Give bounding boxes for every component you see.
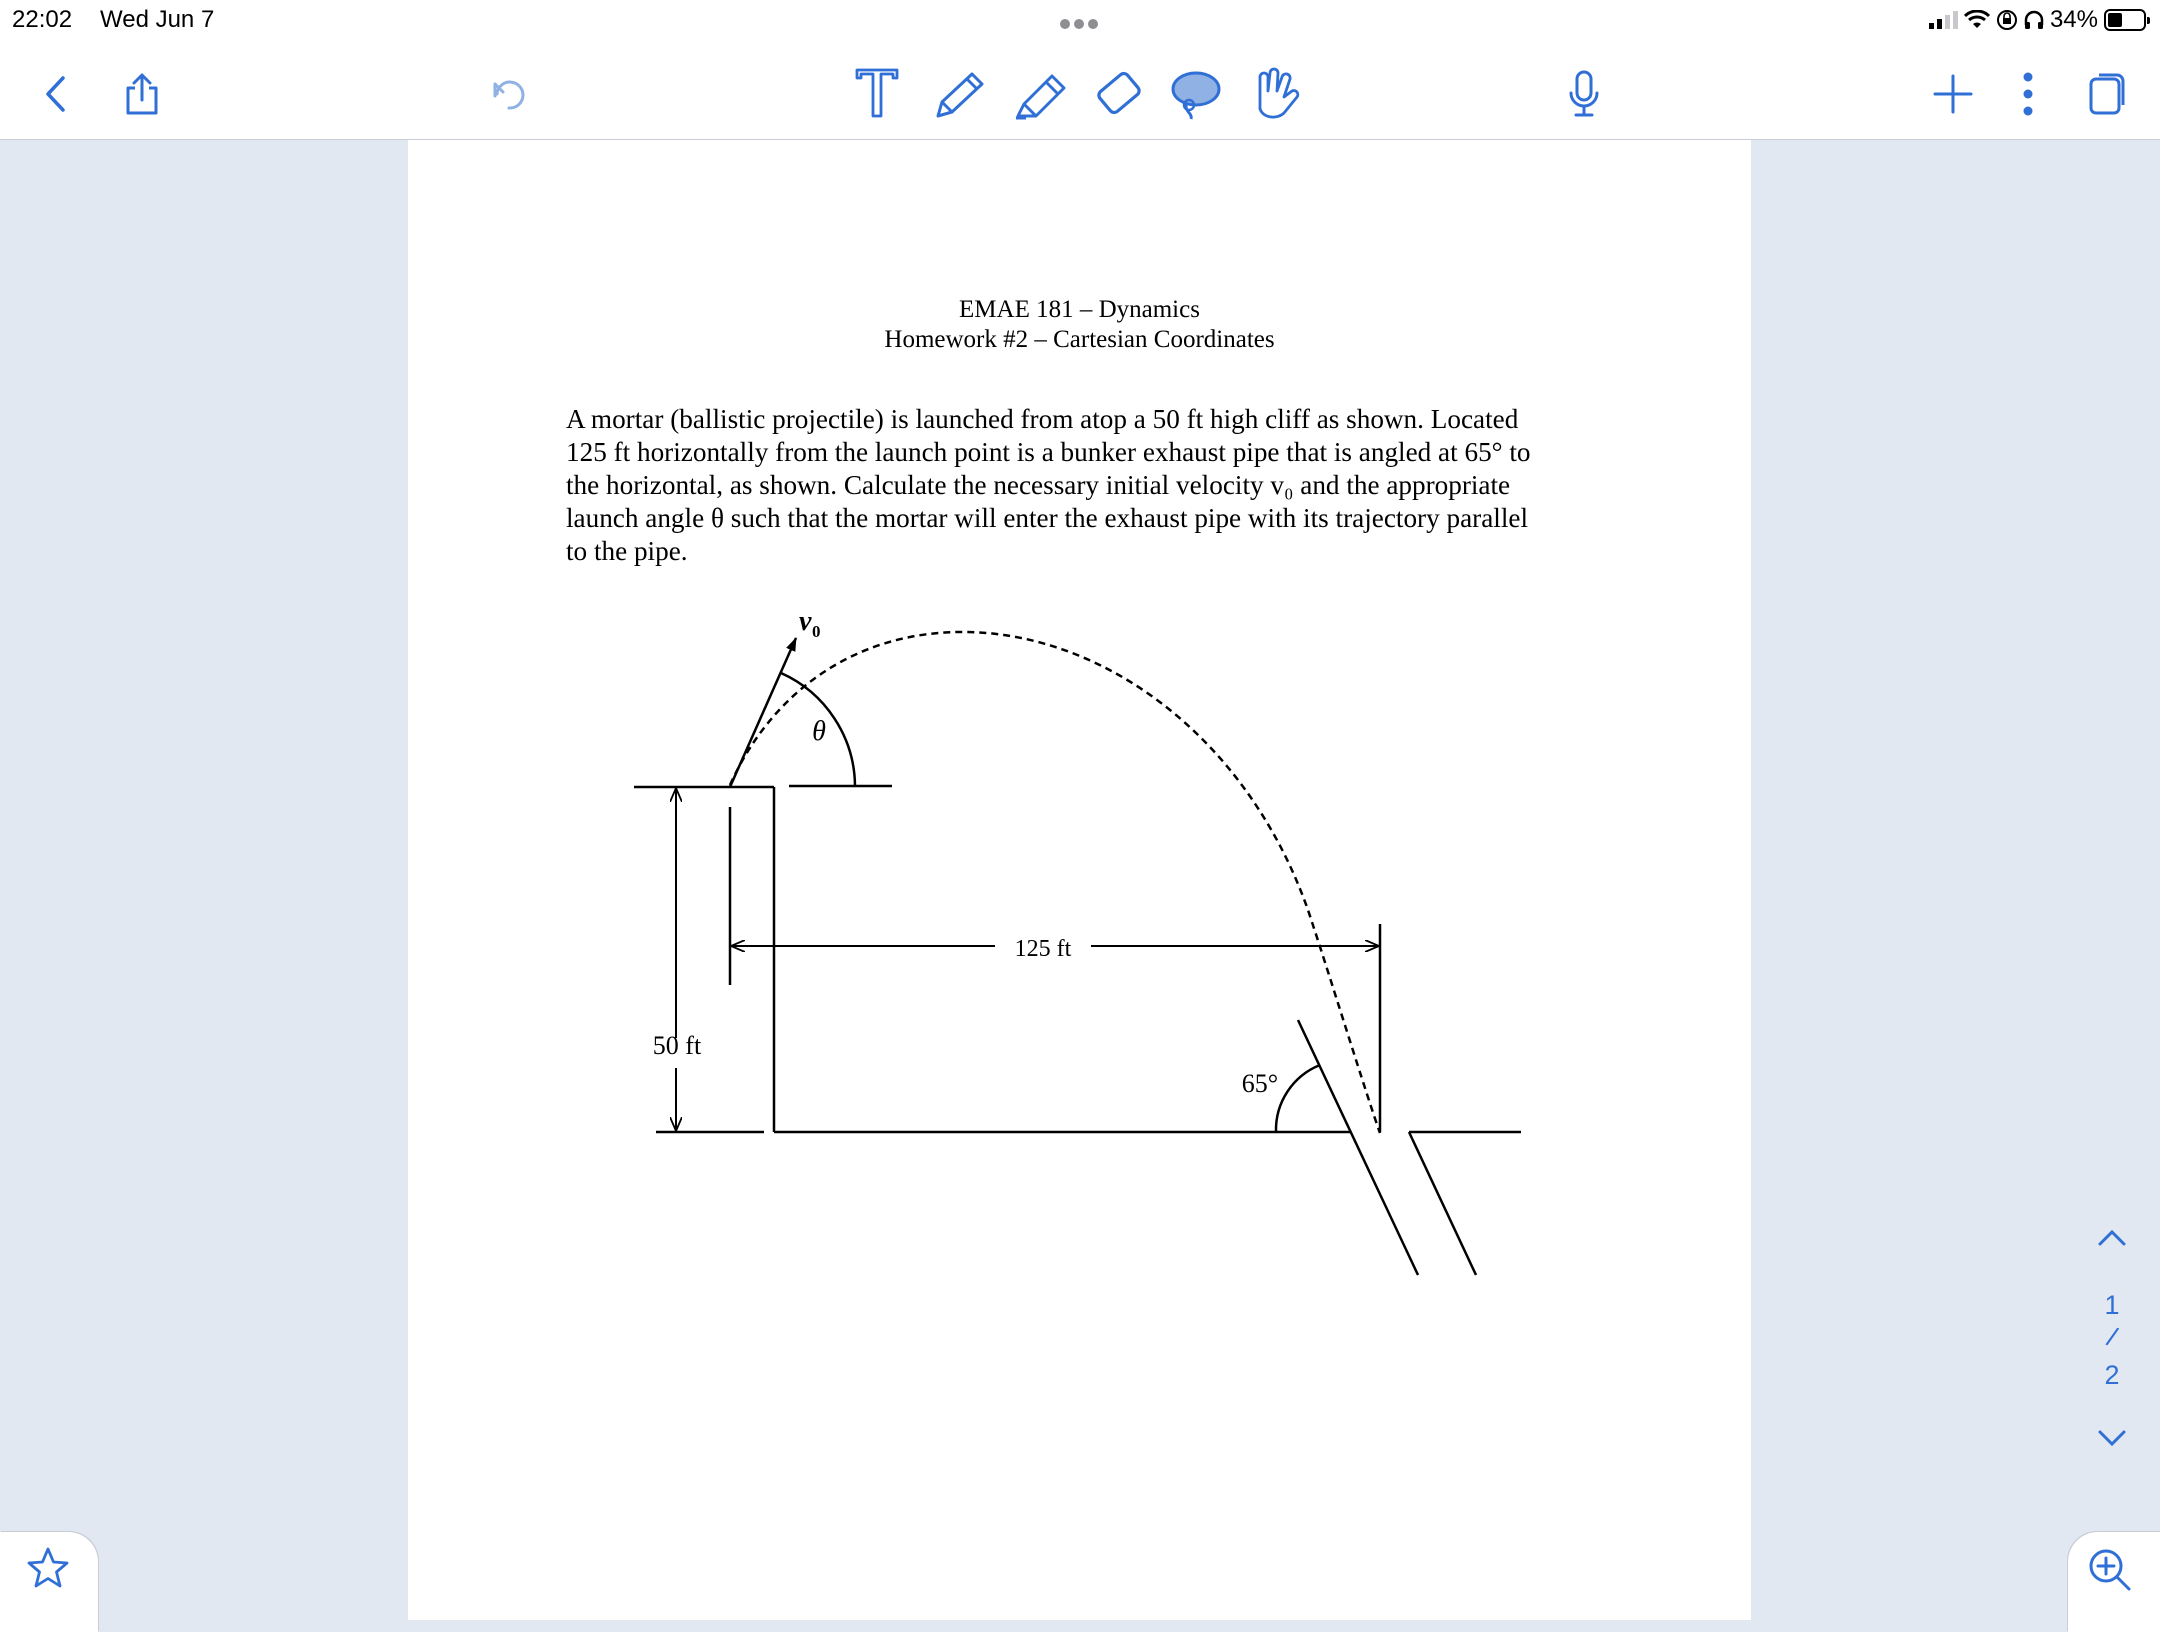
text-tool-button[interactable]	[852, 64, 902, 124]
problem-line: the horizontal, as shown. Calculate the necessary initial velocity v₀ and the appropriate	[566, 470, 1511, 500]
add-page-button[interactable]	[1930, 64, 1976, 124]
more-options-button[interactable]	[2018, 64, 2038, 124]
pen-tool-button[interactable]	[934, 64, 990, 124]
lasso-icon	[1169, 67, 1223, 121]
document-assignment-title: Homework #2 – Cartesian Coordinates	[884, 326, 1275, 353]
star-icon	[26, 1546, 70, 1590]
problem-line: 125 ft horizontally from the launch point is a bunker exhaust pipe that is angled at 65° to	[566, 437, 1531, 467]
cellular-signal-icon	[1929, 11, 1958, 29]
status-date: Wed Jun 7	[100, 6, 215, 33]
total-page-count: 2	[2104, 1360, 2120, 1390]
problem-line: to the pipe.	[566, 536, 688, 566]
pipe-angle-arc	[1276, 1065, 1320, 1132]
multitasking-dots[interactable]	[1058, 16, 1100, 34]
current-page-number: 1	[2104, 1290, 2120, 1320]
share-button[interactable]	[120, 64, 164, 124]
pipe-angle-label: 65°	[1241, 1069, 1279, 1098]
microphone-icon	[1567, 69, 1601, 119]
top-toolbar	[0, 0, 2160, 140]
undo-button[interactable]	[486, 64, 532, 124]
projectile-figure	[408, 140, 1751, 1620]
eraser-tool-button[interactable]	[1090, 64, 1148, 124]
microphone-button[interactable]	[1564, 64, 1604, 124]
eraser-icon	[1091, 68, 1147, 120]
back-button[interactable]	[36, 64, 76, 124]
pages-overview-button[interactable]	[2086, 64, 2128, 124]
document-course-title: EMAE 181 – Dynamics	[959, 296, 1200, 323]
height-label: 50 ft	[652, 1031, 702, 1060]
chevron-down-icon	[2096, 1428, 2128, 1450]
v0-label: v	[799, 606, 812, 637]
status-indicators	[1929, 4, 2146, 36]
zoom-button[interactable]	[2068, 1532, 2160, 1632]
back-icon	[43, 74, 69, 114]
favorite-button[interactable]	[0, 1532, 98, 1632]
previous-page-button[interactable]	[2096, 1226, 2128, 1252]
touch-icon	[1250, 67, 1300, 121]
chevron-up-icon	[2096, 1226, 2128, 1248]
orientation-lock-icon	[1996, 9, 2018, 31]
problem-line: A mortar (ballistic projectile) is launched from atop a 50 ft high cliff as shown. Located	[566, 404, 1519, 434]
theta-label: θ	[812, 716, 826, 747]
highlighter-icon	[1012, 68, 1072, 120]
undo-icon	[489, 74, 529, 114]
highlighter-tool-button[interactable]	[1012, 64, 1072, 124]
initial-velocity-vector	[730, 638, 796, 787]
pen-icon	[934, 68, 990, 120]
touch-tool-button[interactable]	[1250, 64, 1300, 124]
next-page-button[interactable]	[2096, 1428, 2128, 1454]
pipe-wall-right	[1409, 1132, 1476, 1275]
distance-label: 125 ft	[1014, 936, 1072, 962]
more-icon	[2022, 71, 2034, 117]
v0-subscript: 0	[812, 622, 821, 641]
pages-icon	[2087, 71, 2127, 117]
headphones-icon	[2024, 9, 2044, 31]
battery-percent: 34%	[2049, 6, 2098, 33]
text-tool-icon	[853, 66, 901, 122]
zoom-in-icon	[2088, 1548, 2132, 1592]
pipe-wall-left	[1298, 1020, 1418, 1275]
lasso-tool-button[interactable]	[1168, 64, 1224, 124]
page-separator: /	[2103, 1321, 2121, 1353]
status-time: 22:02	[12, 6, 73, 33]
battery-icon	[2104, 9, 2146, 31]
share-icon	[123, 72, 161, 116]
wifi-icon	[1964, 10, 1990, 30]
document-page[interactable]	[408, 140, 1751, 1620]
problem-line: launch angle θ such that the mortar will enter the exhaust pipe with its trajectory parallel	[566, 503, 1528, 533]
add-icon	[1931, 72, 1975, 116]
